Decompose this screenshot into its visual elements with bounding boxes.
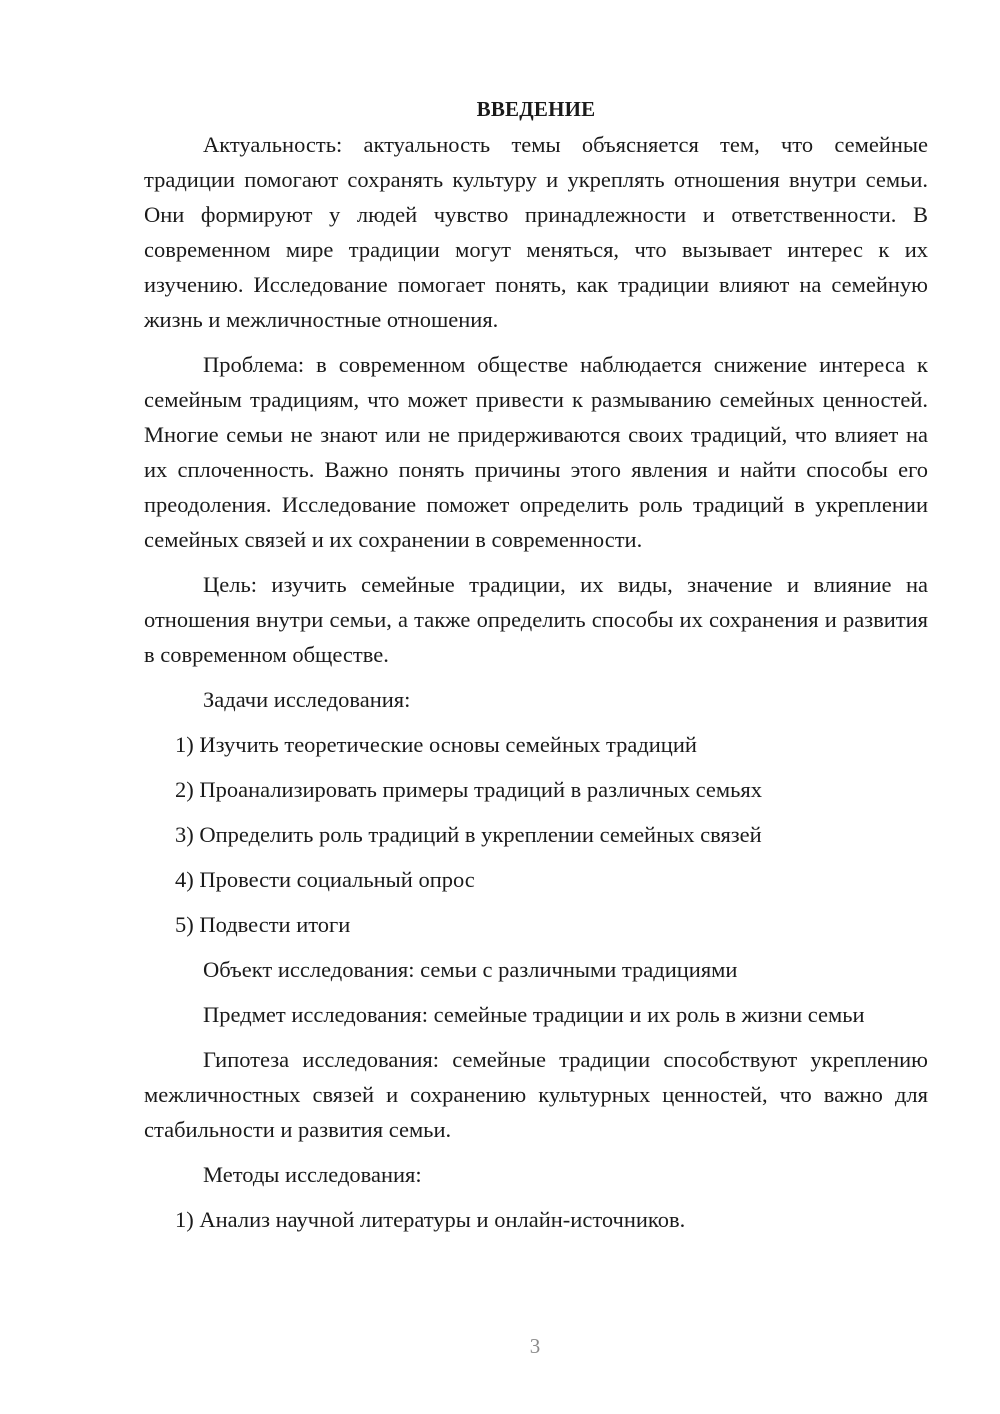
list-item: 5) Подвести итоги: [175, 912, 351, 937]
tasks-heading: Задачи исследования:: [203, 687, 411, 712]
list-item: 2) Проанализировать примеры традиций в различных семьях: [175, 777, 762, 802]
list-item: 3) Определить роль традиций в укреплении семейных связей: [175, 822, 762, 847]
page-number: 3: [529, 1334, 541, 1358]
list-item: 1) Изучить теоретические основы семейных традиций: [175, 732, 697, 757]
relevance-paragraph: Актуальность: актуальность темы объясняется тем, что семейные традиции помогают сохранять культуру и укреплять отношения внутри семьи. Они формируют у людей чувство принадлежности и ответственности. В современном мире традиции могут меняться, что вызывает интерес к их изучению. Исследование помогает понять, как традиции влияют на семейную жизнь и межличностные отношения.: [144, 132, 928, 332]
methods-heading: Методы исследования:: [203, 1162, 422, 1187]
page-title: ВВЕДЕНИЕ: [476, 97, 596, 121]
hypothesis-paragraph: Гипотеза исследования: семейные традиции способствуют укреплению межличностных связей и сохранению культурных ценностей, что важно для стабильности и развития семьи.: [144, 1047, 928, 1142]
list-item: 4) Провести социальный опрос: [175, 867, 475, 892]
research-object: Объект исследования: семьи с различными традициями: [203, 957, 738, 982]
tasks-list: [144, 727, 928, 942]
methods-list: [144, 1202, 928, 1237]
document-page: [144, 92, 928, 1237]
list-item: 1) Анализ научной литературы и онлайн-источников.: [175, 1207, 686, 1232]
problem-paragraph: Проблема: в современном обществе наблюдается снижение интереса к семейным традициям, что может привести к размыванию семейных ценностей. Многие семьи не знают или не придерживаются своих традиций, что влияет на их сплоченность. Важно понять причины этого явления и найти способы его преодоления. Исследование поможет определить роль традиций в укреплении семейных связей и их сохранении в современности.: [144, 352, 928, 552]
research-subject: Предмет исследования: семейные традиции и их роль в жизни семьи: [203, 1002, 865, 1027]
goal-paragraph: Цель: изучить семейные традиции, их виды, значение и влияние на отношения внутри семьи, а также определить способы их сохранения и развития в современном обществе.: [144, 572, 928, 667]
